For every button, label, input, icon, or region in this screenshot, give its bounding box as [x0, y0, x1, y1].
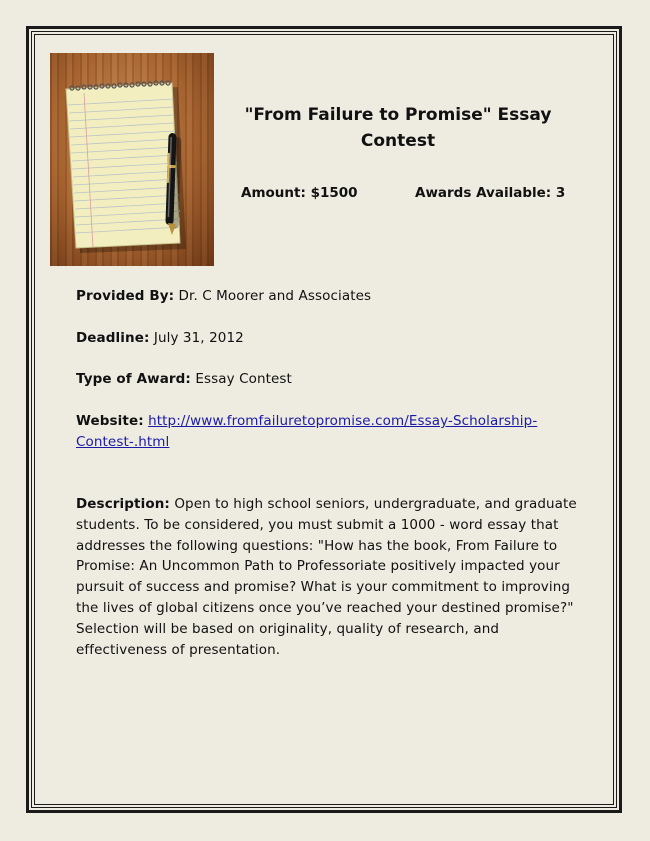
notepad-and-pen-image	[50, 53, 214, 266]
type-of-award-value: Essay Contest	[190, 371, 292, 387]
provided-by-field	[76, 286, 576, 307]
deadline-label: Deadline:	[76, 330, 150, 346]
website-link-line-1[interactable]: http://www.fromfailuretopromise.com/Essay-Scholarship-	[148, 413, 538, 429]
provided-by-label: Provided By:	[76, 288, 175, 304]
type-of-award-field	[76, 369, 576, 390]
provided-by-value: Dr. C Moorer and Associates	[174, 288, 372, 304]
award-amount: Amount: $1500	[241, 185, 358, 201]
description-value: Open to high school seniors, undergraduate, and graduate students. To be considered, you must submit a 1000 - word essay that addresses the following questions: "How has the book, From Failure to Promise: An Uncommon Path to Professoriate positively impacted your pursuit of success and promise? What is your commitment to improving the lives of global citizens once you’ve reached your destined promise?" Selection will be based on originality, quality of research, and effectiveness of presentation.	[76, 496, 577, 658]
awards-available: Awards Available: 3	[415, 185, 566, 201]
type-of-award-label: Type of Award:	[76, 371, 191, 387]
deadline-field	[76, 328, 576, 349]
deadline-value: July 31, 2012	[149, 330, 244, 346]
website-label: Website:	[76, 413, 144, 429]
website-link-line-2[interactable]: Contest-.html	[76, 434, 170, 450]
description-label: Description:	[76, 496, 170, 512]
contest-title: "From Failure to Promise" Essay Contest	[244, 105, 552, 151]
website-field	[76, 411, 576, 453]
description-field	[76, 494, 580, 660]
website-link[interactable]	[76, 413, 537, 450]
